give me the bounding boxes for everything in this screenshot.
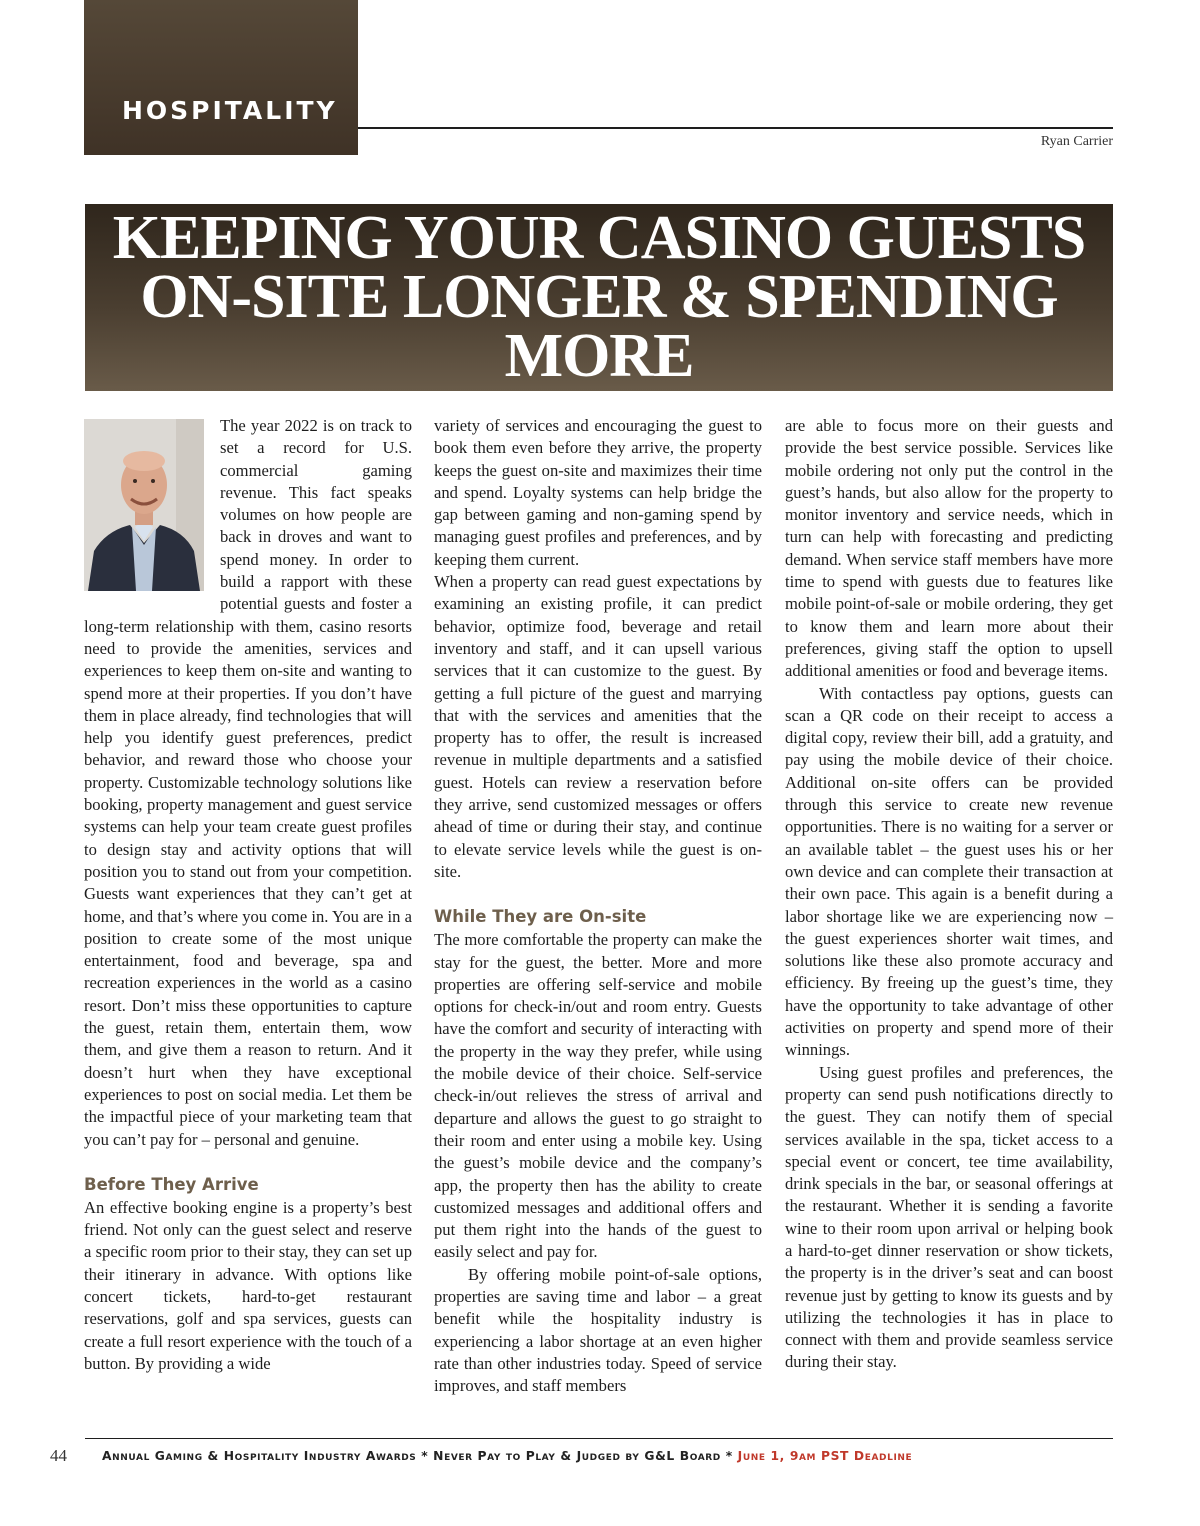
section-label: HOSPITALITY <box>122 96 338 125</box>
footer-deadline: June 1, 9am PST Deadline <box>737 1449 913 1463</box>
column2-paragraph-2: When a property can read guest expectations by examining an existing profile, it can predict behavior, optimize food, beverage and retail inventory and staff, and it can upsell various services that it can customize to the guest. By getting a full picture of the guest and marrying that with the services and amenities that the property has to offer, the result is increased revenue in multiple departments and a satisfied guest. Hotels can review a reservation before they arrive, send customized messages or offers ahead of time or during their stay, and continue to elevate service levels while the guest is on-site. <box>434 572 762 881</box>
heading-before-they-arrive: Before They Arrive <box>84 1174 259 1194</box>
header-rule <box>358 127 1113 129</box>
page-number: 44 <box>50 1446 67 1465</box>
article-column-3 <box>785 415 1113 1374</box>
column1-before-paragraph: An effective booking engine is a property’s best friend. Not only can the guest select and reserve a specific room prior to their stay, they can set up their itinerary in advance. With options like concert tickets, hard-to-get restaurant reservations, golf and spa services, guests can create a full resort experience with the touch of a button. By providing a wide <box>84 1197 412 1373</box>
article-column-2 <box>434 415 762 1397</box>
footer-banner <box>102 1449 912 1463</box>
section-tab <box>84 0 358 155</box>
footer-text-main: Annual Gaming & Hospitality Industry Awards * Never Pay to Play & Judged by G&L Board * <box>102 1449 738 1463</box>
column1-intro-paragraph: The year 2022 is on track to set a record for U.S. commercial gaming revenue. This fact speaks volumes on how people are back in droves and want to spend money. In order to build a rapport with these potential guests and foster a long-term relationship with them, casino resorts need to provide the amenities, services and experiences to keep them on-site and wanting to spend more at their properties. If you don’t have them in place already, find technologies that will help you identify guest preferences, predict behavior, and reward those who choose your property. Customizable technology solutions like booking, property management and guest service systems can help your team create guest profiles to design stay and activity options that will position you to stand out from your competition. Guests want experiences that they can’t get at home, and that’s where you come in. You are in a position to create some of the most unique entertainment, food and beverage, spa and recreation experiences in the world as a casino resort. Don’t miss these opportunities to capture the guest, retain them, entertain them, wow them, and give them a reason to return. And it doesn’t hurt when they have exceptional experiences to post on social media. Let them be the impactful piece of your marketing team that you can’t pay for – personal and genuine. <box>84 416 412 1149</box>
person-photo-icon <box>84 419 204 591</box>
author-portrait <box>84 419 204 591</box>
byline: Ryan Carrier <box>1040 134 1113 149</box>
column3-paragraph-2: With contactless pay options, guests can scan a QR code on their receipt to access a digital copy, review their bill, add a gratuity, and pay using the mobile device of their choice. Additional on-site offers can be provided through this service to create new revenue opportunities. There is no waiting for a server or an available tablet – the guest uses his or her own device and can complete their transaction at their own pace. This again is a benefit during a labor shortage like we are experiencing now – the guest experiences shorter wait times, and solutions like these also promote accuracy and efficiency. By freeing up the guest’s time, they have the opportunity to take advantage of other activities on property and spend more of their winnings. <box>785 683 1113 1060</box>
column2-paragraph-4: By offering mobile point-of-sale options, properties are saving time and labor – a great benefit while the hospitality industry is experiencing a labor shortage at an even higher rate than other industries today. Speed of service improves, and staff members <box>434 1264 762 1396</box>
article-title: KEEPING YOUR CASINO GUESTS ON-SITE LONGER & SPENDING MORE <box>112 204 1086 390</box>
column3-paragraph-1: are able to focus more on their guests and provide the best service possible. Services like mobile ordering not only put the control in the guest’s hands, but also allow for the property to monitor inventory and service needs, which in turn can help with forecasting and predicting demand. When service staff members have more time to spend with guests due to features like mobile point-of-sale or mobile ordering, they get to know them and learn more about their preferences, giving staff the option to upsell additional amenities or food and beverage items. <box>785 416 1113 681</box>
footer-rule <box>85 1438 1113 1439</box>
article-column-1 <box>84 415 412 1375</box>
title-banner <box>85 204 1113 391</box>
column2-paragraph-1: variety of services and encouraging the guest to book them even before they arrive, the property keeps the guest on-site and maximizes their time and spend. Loyalty systems can help bridge the gap between gaming and non-gaming spend by managing guest profiles and preferences, and by keeping them current. <box>434 416 762 569</box>
column2-paragraph-3: The more comfortable the property can make the stay for the guest, the better. More and more properties are offering self-service and mobile options for check-in/out and room entry. Guests have the comfort and security of interacting with the property in the way they prefer, while using the mobile device of their choice. Self-service check-in/out relieves the stress of arrival and departure and allows the guest to go straight to their room and enter using a mobile key. Using the guest’s mobile device and the company’s app, the property then has the ability to create customized messages and additional offers and put them right into the hands of the guest to easily select and pay for. <box>434 930 762 1262</box>
heading-while-they-are-on-site: While They are On-site <box>434 907 647 927</box>
column3-paragraph-3: Using guest profiles and preferences, the property can send push notifications directly to the guest. They can notify them of special services available in the spa, ticket access to a special event or concert, tee time availability, drink specials in the bar, or seasonal offerings at the restaurant. Whether it is sending a favorite wine to their room upon arrival or helping book a hard-to-get dinner reservation or show tickets, the property is in the driver’s seat and can boost revenue just by getting to know its guests and by utilizing the technologies it has in place to connect with them and provide seamless service during their stay. <box>785 1062 1113 1372</box>
